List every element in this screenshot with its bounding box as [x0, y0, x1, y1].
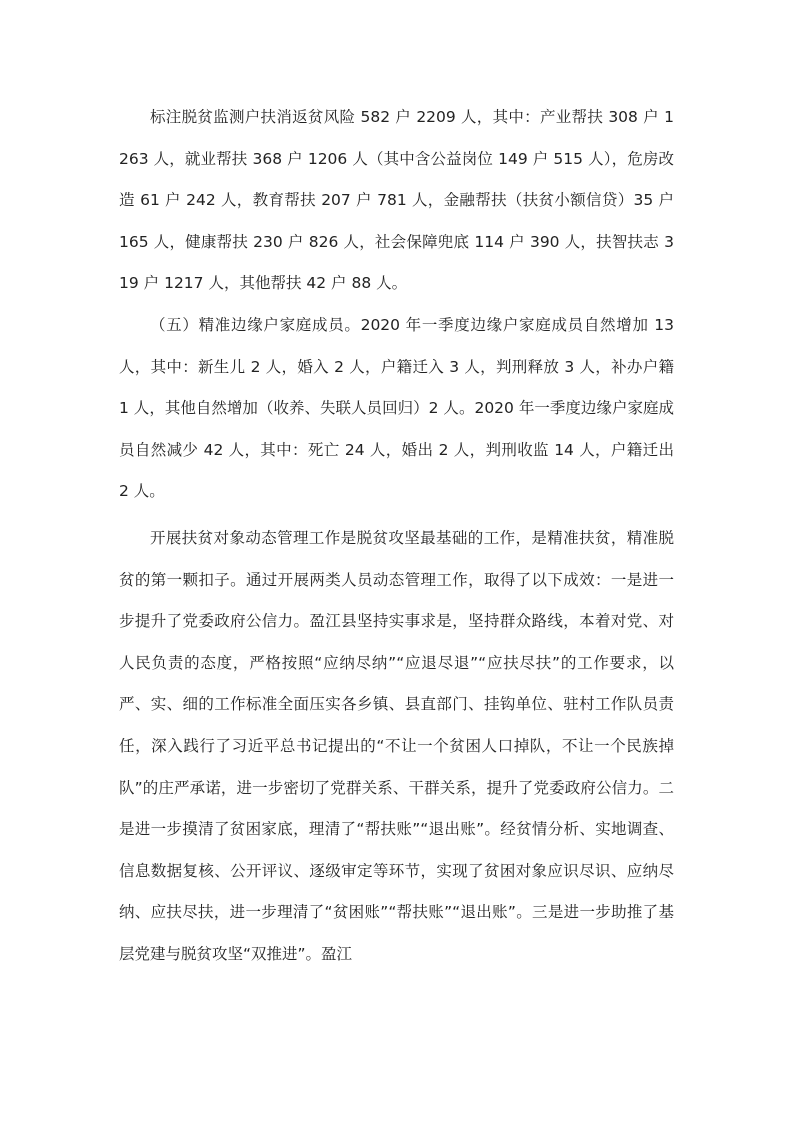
document-body [119, 97, 674, 975]
paragraph-marginal-households: （五）精准边缘户家庭成员。2020 年一季度边缘户家庭成员自然增加 13 人，其中：新生儿 2 人，婚入 2 人，户籍迁入 3 人，判刑释放 3 人，补办户籍 1 人，其他自然增加（收养、失联人员回归）2 人。2020 年一季度边缘户家庭成员自然减少 42 人，其中：死亡 24 人，婚出 2 人，判刑收监 14 人，户籍迁出 2 人。 [119, 315, 674, 501]
paragraph-poverty-monitoring: 标注脱贫监测户扶消返贫风险 582 户 2209 人，其中：产业帮扶 308 户 1263 人，就业帮扶 368 户 1206 人（其中含公益岗位 149 户 515 人），危房改造 61 户 242 人，教育帮扶 207 户 781 人，金融帮扶（扶贫小额信贷）35 户 165 人，健康帮扶 230 户 826 人，社会保障兜底 114 户 390 人，扶智扶志 319 户 1217 人，其他帮扶 42 户 88 人。 [119, 108, 674, 293]
paragraph-dynamic-management: 开展扶贫对象动态管理工作是脱贫攻坚最基础的工作，是精准扶贫，精准脱贫的第一颗扣子。通过开展两类人员动态管理工作，取得了以下成效：一是进一步提升了党委政府公信力。盈江县坚持实事求是，坚持群众路线，本着对党、对人民负责的态度，严格按照“应纳尽纳”“应退尽退”“应扶尽扶”的工作要求，以严、实、细的工作标准全面压实各乡镇、县直部门、挂钩单位、驻村工作队员责任，深入践行了习近平总书记提出的“不让一个贫困人口掉队，不让一个民族掉队”的庄严承诺，进一步密切了党群关系、干群关系，提升了党委政府公信力。二是进一步摸清了贫困家底，理清了“帮扶账”“退出账”。经贫情分析、实地调查、信息数据复核、公开评议、逐级审定等环节，实现了贫困对象应识尽识、应纳尽纳、应扶尽扶，进一步理清了“贫困账”“帮扶账”“退出账”。三是进一步助推了基层党建与脱贫攻坚“双推进”。盈江 [119, 528, 674, 963]
